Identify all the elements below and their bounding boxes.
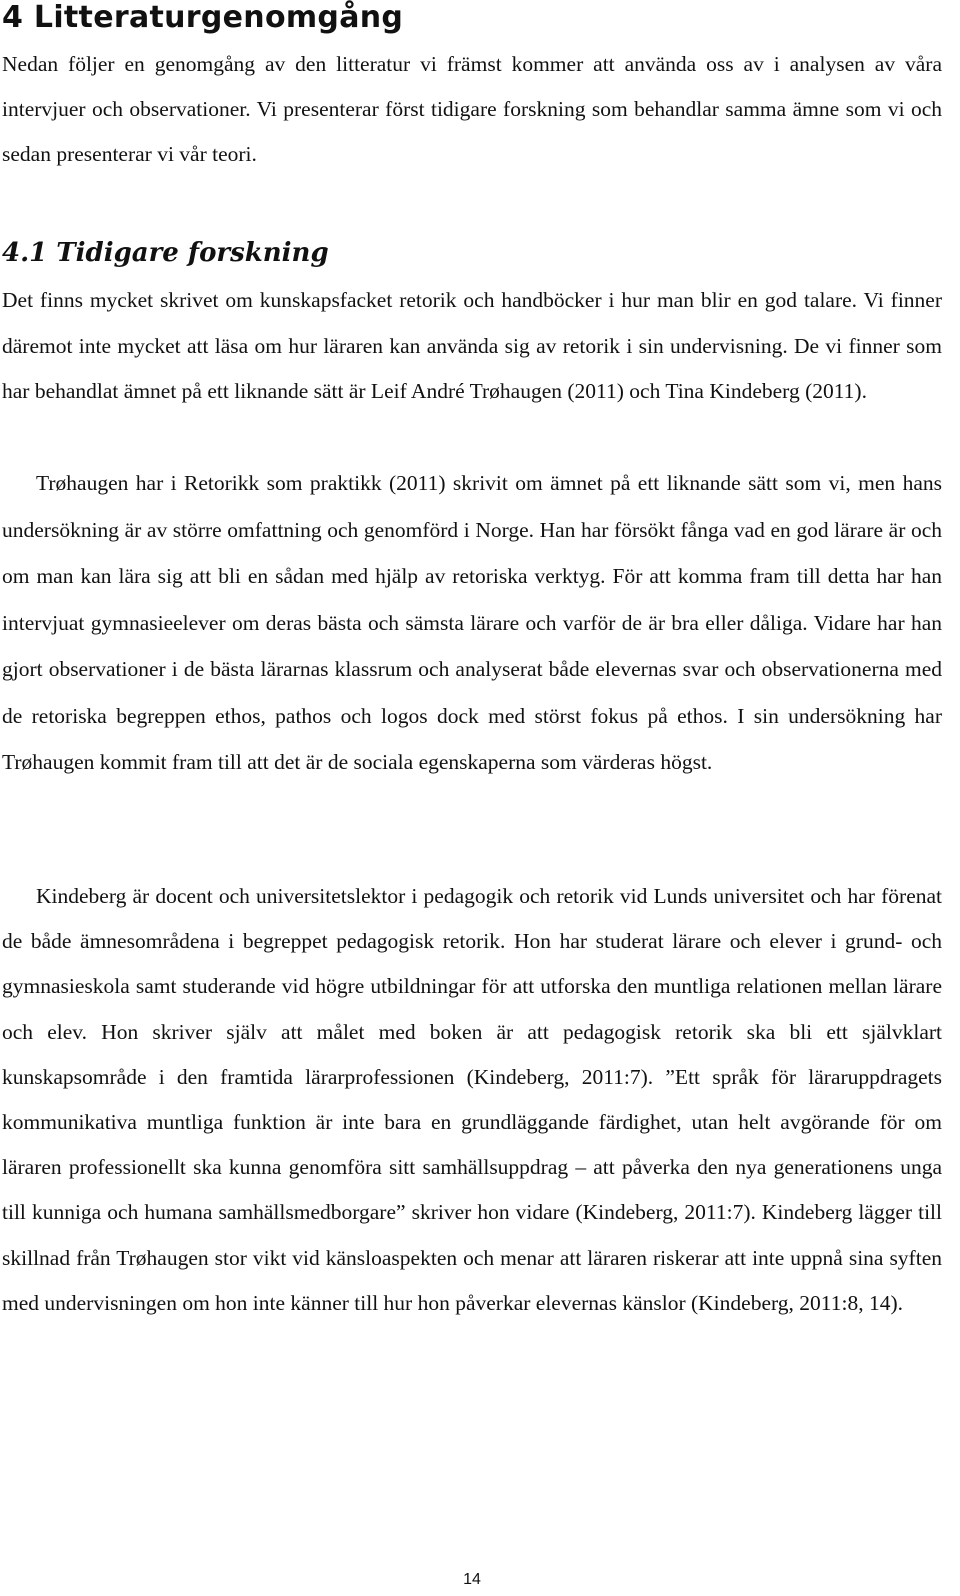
section-paragraph-2: Trøhaugen har i Retorikk som praktikk (2011) skrivit om ämnet på ett liknande sätt som vi, men hans undersökning är av större omfattning och genomförd i Norge. Han har försökt fånga vad en god lärare är och om man kan lära sig att bli en sådan med hjälp av retoriska verktyg. För att komma fram till detta har han intervjuat gymnasieelever om deras bästa och sämsta lärare och varför de är bra eller dåliga. Vidare har han gjort observationer i de bästa lärarnas klassrum och analyserat både elevernas svar och observationerna med de retoriska begreppen ethos, pathos och logos dock med störst fokus på ethos. I sin undersökning har Trøhaugen kommit fram till att det är de sociala egenskaperna som värderas högst.	[2, 471, 942, 774]
section-paragraph-1: Det finns mycket skrivet om kunskapsfacket retorik och handböcker i hur man blir en god talare. Vi finner däremot inte mycket att läsa om hur läraren kan använda sig av retorik i sin undervisning. De vi finner som har behandlat ämnet på ett liknande sätt är Leif André Trøhaugen (2011) och Tina Kindeberg (2011).	[2, 288, 942, 403]
page-number: 14	[463, 1571, 481, 1588]
section-paragraph-3: Kindeberg är docent och universitetslektor i pedagogik och retorik vid Lunds universitet och har förenat de både ämnesområdena i begreppet pedagogisk retorik. Hon har studerat lärare och elever i grund- och gymnasieskola samt studerande vid högre utbildningar för att utforska den muntliga relationen mellan lärare och elev. Hon skriver själv att målet med boken är att pedagogisk retorik ska bli ett självklart kunskapsområde i den framtida lärarprofessionen (Kindeberg, 2011:7). ”Ett språk för läraruppdragets kommunikativa muntliga funktion är inte bara en grundläggande färdighet, utan helt avgörande för om läraren professionellt ska kunna genomföra sitt samhällsuppdrag – att påverka den nya generationens unga till kunniga och humana samhällsmedborgare” skriver hon vidare (Kindeberg, 2011:7). Kindeberg lägger till skillnad från Trøhaugen stor vikt vid känsloaspekten och menar att läraren riskerar att inte uppnå sina syften med undervisningen om hon inte känner till hur hon påverkar elevernas känslor (Kindeberg, 2011:8, 14).	[2, 884, 942, 1315]
section-heading: 4.1 Tidigare forskning	[2, 238, 329, 268]
chapter-heading: 4 Litteraturgenomgång	[2, 0, 404, 35]
intro-paragraph: Nedan följer en genomgång av den litteratur vi främst kommer att använda oss av i analysen av våra intervjuer och observationer. Vi presenterar först tidigare forskning som behandlar samma ämne som vi och sedan presenterar vi vår teori.	[2, 52, 942, 166]
